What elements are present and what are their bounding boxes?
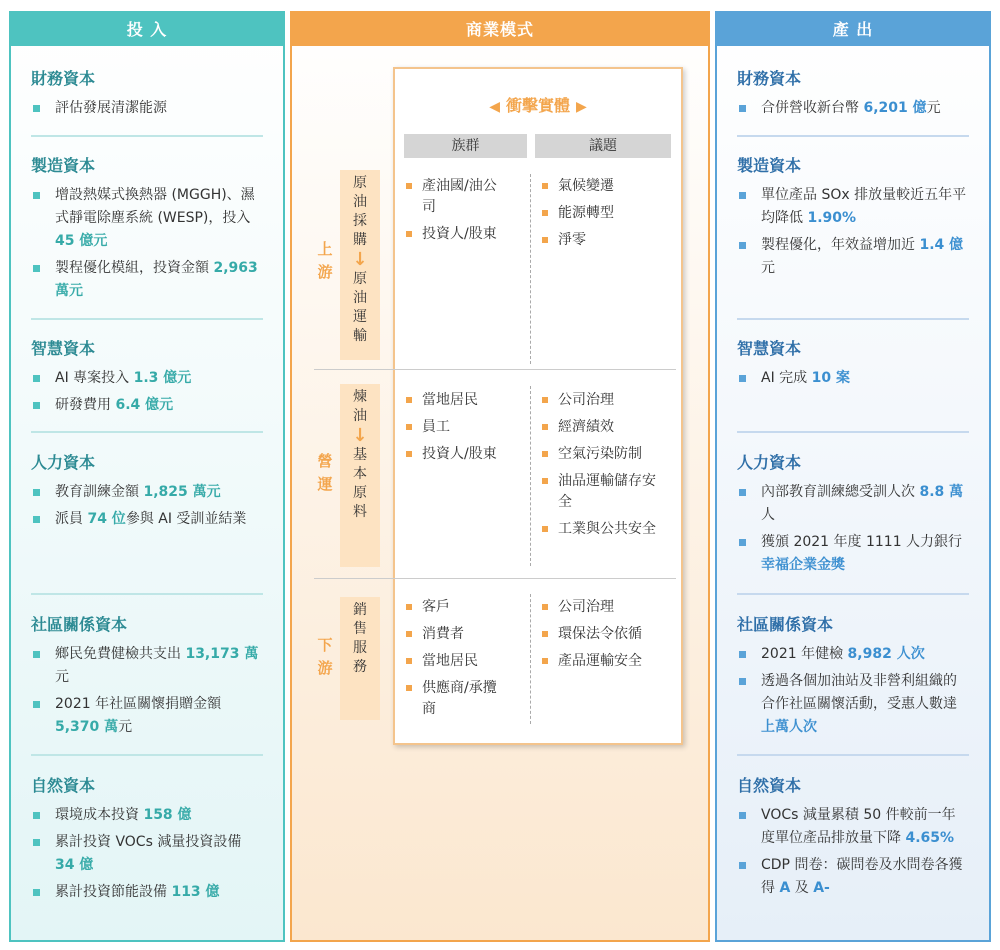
list-item: 投資人/股東 [404,224,504,245]
list-item: 產品運輸安全 [540,651,668,672]
capital-item: AI 完成 10 案 [737,367,969,390]
impact-entity-label: 衝擊實體 [505,96,570,115]
capital-item: 研發費用 6.4 億元 [31,394,263,417]
section-divider [31,431,263,433]
list-item: 當地居民 [404,390,504,411]
capital-section [11,153,283,307]
highlight-value: 158 億 [143,807,192,823]
process-flow-box [340,170,380,360]
material-issues [540,390,668,546]
impact-entity-title [395,93,681,116]
capital-item: 內部教育訓練總受訓人次 8.8 萬人 [737,481,969,527]
capital-section [717,336,989,394]
process-flow-box [340,597,380,720]
process-flow-box [340,384,380,567]
list-item: 環保法令依循 [540,624,668,645]
stakeholder-groups [404,176,504,251]
list-item: 能源轉型 [540,203,668,224]
capital-title: 自然資本 [737,776,802,795]
highlight-value: 1.4 億 [919,237,964,253]
capital-title: 製造資本 [31,156,96,175]
capital-section [717,773,989,904]
capital-section [11,612,283,743]
capital-item: 獲頒 2021 年度 1111 人力銀行幸福企業金獎 [737,531,969,577]
capital-title: 製造資本 [737,156,802,175]
list-item: 客戶 [404,597,504,618]
capital-item: 累計投資節能設備 113 億 [31,881,263,904]
capital-item: 教育訓練金額 1,825 萬元 [31,481,263,504]
section-divider [31,318,263,320]
stage-label: 下游 [317,636,333,677]
capital-item: 增設熱媒式換熱器 (MGGH)、濕式靜電除塵系統 (WESP)，投入 45 億元 [31,184,263,253]
highlight-value: 4.65% [905,830,955,846]
list-item: 產油國/油公司 [404,176,504,218]
highlight-value: 1.90% [807,210,857,226]
capital-title: 財務資本 [737,69,802,88]
capital-items [737,481,969,577]
list-item: 員工 [404,417,504,438]
highlight-value: 34 億 [55,857,94,873]
section-divider [737,431,969,433]
list-item: 消費者 [404,624,504,645]
capital-section [11,66,283,124]
highlight-value: 上萬人次 [761,719,817,735]
list-item: 油品運輸儲存安全 [540,471,668,513]
capital-title: 人力資本 [31,453,96,472]
capital-items [737,643,969,739]
section-divider [31,593,263,595]
capital-items [737,367,969,390]
process-step: 原油採購 [353,175,367,248]
list-item: 工業與公共安全 [540,519,668,540]
stakeholder-groups-list [404,176,504,245]
process-step: 原油運輸 [353,271,367,344]
highlight-value: 45 億元 [55,233,108,249]
capital-item: 透過各個加油站及非營利組織的合作社區關懷活動，受惠人數達上萬人次 [737,670,969,739]
highlight-value: 74 位 [87,511,126,527]
capital-item: 環境成本投資 158 億 [31,804,263,827]
section-divider [31,135,263,137]
dashed-divider [530,594,531,724]
highlight-value: A- [813,880,830,896]
arrow-down-icon: ↓ [352,425,368,446]
capital-title: 自然資本 [31,776,96,795]
capital-items [31,804,263,904]
highlight-value: A [779,880,791,896]
section-divider [737,318,969,320]
capital-item: 2021 年社區關懷捐贈金額 5,370 萬元 [31,693,263,739]
triangle-left-icon: ◀ [489,99,500,115]
capital-section [11,773,283,908]
list-item: 公司治理 [540,390,668,411]
capital-items [31,367,263,417]
capital-items [31,97,263,120]
highlight-value: 6.4 億元 [115,397,174,413]
stage-label: 營運 [317,452,333,493]
capital-item: 2021 年健檢 8,982 人次 [737,643,969,666]
material-issues-list [540,597,668,672]
issues-column-header: 議題 [535,134,671,158]
highlight-value: 8.8 萬 [919,484,964,500]
dashed-divider [530,174,531,364]
capital-item: 評估發展清潔能源 [31,97,263,120]
capital-item: 單位產品 SOx 排放量較近五年平均降低 1.90% [737,184,969,230]
highlight-value: 10 案 [811,370,850,386]
section-divider [737,754,969,756]
section-divider [737,593,969,595]
capital-item: 鄉民免費健檢共支出 13,173 萬元 [31,643,263,689]
stage-label: 上游 [317,240,333,281]
capital-items [737,184,969,280]
list-item: 當地居民 [404,651,504,672]
dashed-divider [530,386,531,566]
capital-items [31,184,263,303]
section-divider [737,135,969,137]
capital-items [737,97,969,120]
stakeholder-groups [404,597,504,726]
section-divider [31,754,263,756]
capital-section [717,153,989,284]
list-item: 氣候變遷 [540,176,668,197]
capital-title: 社區關係資本 [737,615,834,634]
list-item: 投資人/股東 [404,444,504,465]
capital-item: 合併營收新台幣 6,201 億元 [737,97,969,120]
capital-items [737,804,969,900]
capital-section [717,450,989,581]
capital-items [31,643,263,739]
business-model-header: 商業模式 [292,13,708,46]
triangle-right-icon: ▶ [576,99,587,115]
list-item: 經濟績效 [540,417,668,438]
stage-separator [314,369,676,370]
capital-title: 財務資本 [31,69,96,88]
stakeholder-groups-list [404,390,504,465]
highlight-value: 6,201 億 [863,100,927,116]
capital-item: 派員 74 位參與 AI 受訓並結業 [31,508,263,531]
input-header: 投 入 [11,13,283,46]
stakeholder-groups-list [404,597,504,720]
capital-item: CDP 問卷：碳問卷及水問卷各獲得 A 及 A- [737,854,969,900]
stage-separator [314,578,676,579]
list-item: 淨零 [540,230,668,251]
capital-item: 製程優化，年效益增加近 1.4 億元 [737,234,969,280]
material-issues-list [540,176,668,251]
highlight-value: 幸福企業金獎 [761,557,845,573]
capital-section [11,336,283,421]
arrow-down-icon: ↓ [352,249,368,270]
capital-title: 智慧資本 [737,339,802,358]
capital-title: 智慧資本 [31,339,96,358]
process-step: 銷售服務 [353,602,367,675]
capital-section [11,450,283,535]
input-column [9,11,285,942]
highlight-value: 8,982 人次 [847,646,925,662]
material-issues [540,176,668,257]
capital-item: AI 專案投入 1.3 億元 [31,367,263,390]
process-step: 基本原料 [353,447,367,520]
groups-column-header: 族群 [404,134,527,158]
capital-item: VOCs 減量累積 50 件較前一年度單位產品排放量下降 4.65% [737,804,969,850]
capital-item: 累計投資 VOCs 減量投資設備 34 億 [31,831,263,877]
list-item: 空氣污染防制 [540,444,668,465]
material-issues [540,597,668,678]
capital-section [717,612,989,743]
highlight-value: 13,173 萬 [185,646,259,662]
capital-section [717,66,989,124]
material-issues-list [540,390,668,540]
process-step: 煉油 [353,389,367,424]
highlight-value: 1,825 萬元 [143,484,221,500]
capital-item: 製程優化模組，投資金額 2,963 萬元 [31,257,263,303]
output-header: 產 出 [717,13,989,46]
stakeholder-groups [404,390,504,471]
capital-items [31,481,263,531]
list-item: 公司治理 [540,597,668,618]
highlight-value: 113 億 [171,884,220,900]
list-item: 供應商/承攬商 [404,678,504,720]
capital-title: 社區關係資本 [31,615,128,634]
highlight-value: 1.3 億元 [133,370,192,386]
highlight-value: 2,963 萬元 [55,260,258,299]
output-column [715,11,991,942]
highlight-value: 5,370 萬 [55,719,119,735]
capital-title: 人力資本 [737,453,802,472]
